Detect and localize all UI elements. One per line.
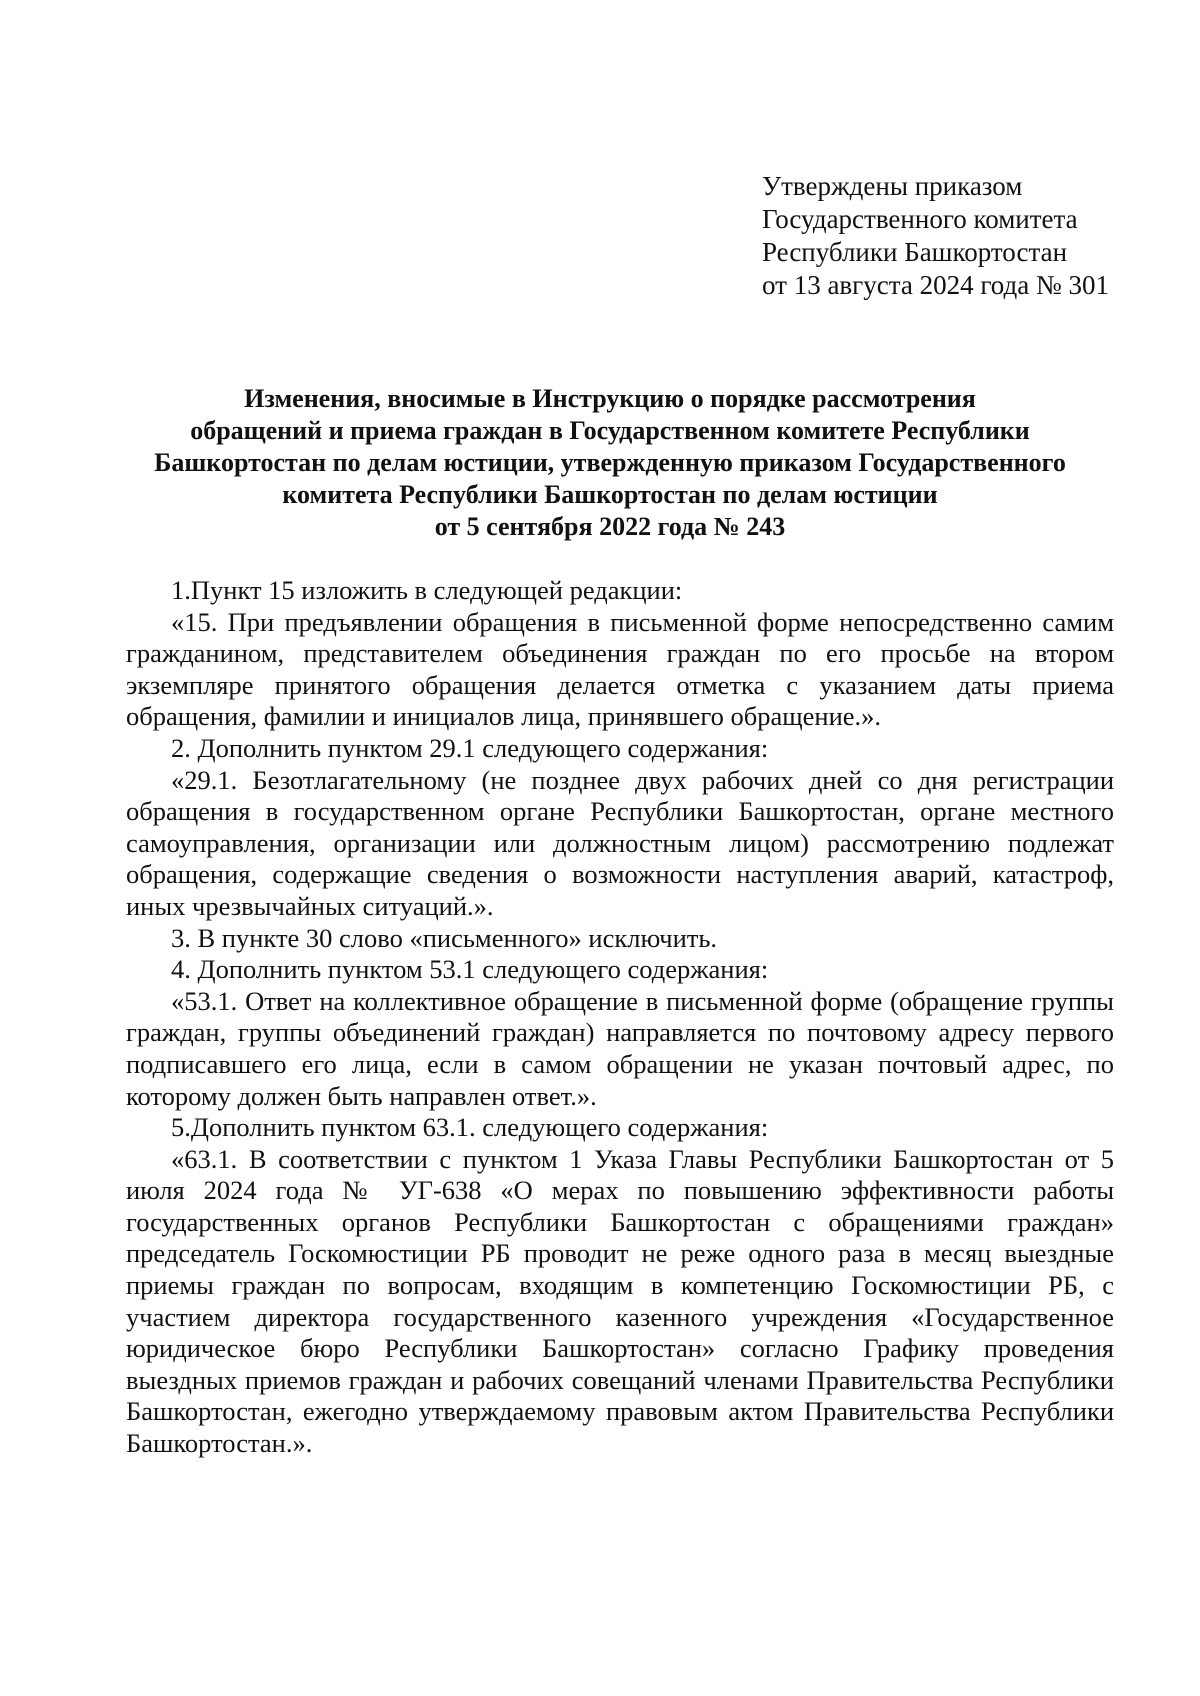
item-1-text: «15. При предъявлении обращения в письменной форме непосредственно самим гражданином, представителем объединения граждан по его просьбе на втором экземпляре принятого обращения делается отметка с указанием даты приема обращения, фамилии и инициалов лица, принявшего обращение.». [126, 606, 1114, 732]
document-title [110, 383, 1110, 543]
title-line-5: от 5 сентября 2022 года № 243 [434, 512, 786, 541]
approval-line-4: от 13 августа 2024 года № 301 [762, 270, 1109, 300]
item-5-intro: 5.Дополнить пунктом 63.1. следующего содержания: [171, 1112, 769, 1143]
approval-line-1: Утверждены приказом [762, 171, 1023, 201]
approval-line-2: Государственного комитета [762, 204, 1078, 234]
title-line-1: Изменения, вносимые в Инструкцию о порядке рассмотрения [244, 384, 976, 413]
item-3-text: 3. В пункте 30 слово «письменного» исключить. [171, 922, 718, 953]
title-line-2: обращений и приема граждан в Государственном комитете Республики [190, 416, 1030, 445]
item-4-intro: 4. Дополнить пунктом 53.1 следующего содержания: [171, 954, 769, 985]
item-2-intro: 2. Дополнить пунктом 29.1 следующего содержания: [171, 732, 769, 763]
title-line-3: Башкортостан по делам юстиции, утвержденную приказом Государственного [154, 448, 1066, 477]
approval-block [762, 170, 1162, 302]
item-4-text: «53.1. Ответ на коллективное обращение в письменной форме (обращение группы граждан, группы объединений граждан) направляется по почтовому адресу первого подписавшего его лица, если в самом обращении не указан почтовый адрес, по которому должен быть направлен ответ.». [126, 985, 1114, 1111]
item-2-text: «29.1. Безотлагательному (не позднее двух рабочих дней со дня регистрации обращения в государственном органе Республики Башкортостан, органе местного самоуправления, организации или должностным лицом) рассмотрению подлежат обращения, содержащие сведения о возможности наступления аварий, катастроф, иных чрезвычайных ситуаций.». [126, 764, 1114, 921]
document-body [126, 575, 1114, 1460]
item-1-intro: 1.Пункт 15 изложить в следующей редакции: [171, 575, 683, 605]
title-line-4: комитета Республики Башкортостан по делам юстиции [282, 480, 938, 509]
approval-line-3: Республики Башкортостан [762, 237, 1068, 267]
item-5-text: «63.1. В соответствии с пунктом 1 Указа Главы Республики Башкортостан от 5 июля 2024 года № УГ-638 «О мерах по повышению эффективности работы государственных органов Республики Башкортостан с обращениями граждан» председатель Госкомюстиции РБ проводит не реже одного раза в месяц выездные приемы граждан по вопросам, входящим в компетенцию Госкомюстиции РБ, с участием директора государственного казенного учреждения «Государственное юридическое бюро Республики Башкортостан» согласно Графику проведения выездных приемов граждан и рабочих совещаний членами Правительства Республики Башкортостан, ежегодно утверждаемому правовым актом Правительства Республики Башкортостан.». [126, 1143, 1114, 1459]
